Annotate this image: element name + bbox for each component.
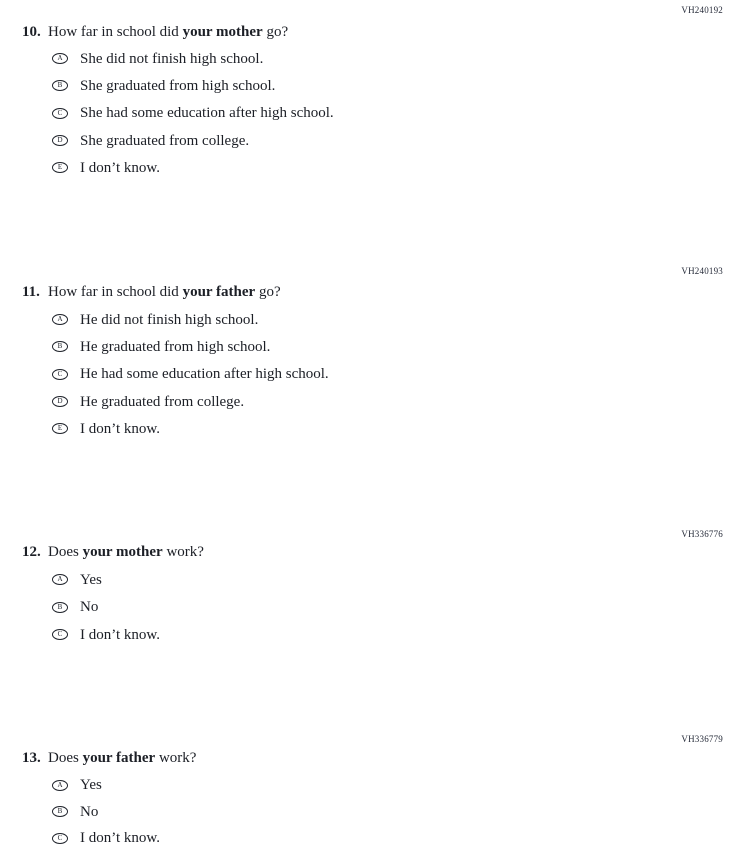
- answer-bubble-icon[interactable]: [52, 135, 68, 146]
- bubble-letter: B: [57, 602, 63, 611]
- option-row[interactable]: [0, 566, 731, 594]
- bubble-letter: A: [57, 575, 63, 584]
- question-text-bold: your mother: [182, 24, 263, 40]
- option-label: She graduated from high school.: [80, 77, 276, 94]
- option-label: Yes: [80, 777, 102, 794]
- option-row[interactable]: [0, 361, 731, 388]
- bubble-letter: C: [57, 108, 63, 117]
- question-text-suffix: go?: [255, 284, 281, 300]
- answer-bubble-icon[interactable]: [52, 780, 68, 791]
- answer-bubble-icon[interactable]: [52, 833, 68, 844]
- option-row[interactable]: [0, 154, 731, 181]
- answer-bubble-icon[interactable]: [52, 53, 68, 64]
- question-number: 10.: [22, 24, 41, 40]
- bubble-letter: D: [57, 136, 63, 145]
- option-label: No: [80, 599, 99, 616]
- question-text-suffix: work?: [155, 750, 197, 766]
- option-label: No: [80, 803, 99, 820]
- answer-bubble-icon[interactable]: [52, 80, 68, 91]
- option-label: He graduated from college.: [80, 393, 245, 410]
- question-text-suffix: go?: [262, 24, 289, 40]
- option-label: He had some education after high school.: [80, 366, 329, 383]
- bubble-letter: B: [57, 342, 63, 351]
- question-text: [48, 23, 288, 41]
- question-text-prefix: Does: [48, 750, 83, 766]
- answer-bubble-icon[interactable]: [52, 806, 68, 817]
- option-label: Yes: [80, 571, 102, 588]
- bubble-letter: C: [57, 630, 63, 639]
- option-row[interactable]: [0, 825, 731, 852]
- bubble-letter: E: [57, 163, 63, 172]
- question-block-11: [0, 266, 731, 442]
- question-text-suffix: work?: [162, 544, 204, 560]
- option-label: She graduated from college.: [80, 132, 250, 149]
- question-text: [48, 749, 196, 767]
- option-row[interactable]: [0, 45, 731, 72]
- answer-bubble-icon[interactable]: [52, 629, 68, 640]
- bubble-letter: C: [57, 833, 63, 842]
- question-text-bold: your father: [182, 284, 256, 300]
- option-label: He graduated from high school.: [80, 338, 271, 355]
- question-header: [0, 543, 731, 561]
- question-header: [0, 749, 731, 767]
- option-row[interactable]: [0, 388, 731, 415]
- bubble-letter: C: [57, 369, 63, 378]
- option-row[interactable]: [0, 594, 731, 622]
- options-list: [0, 772, 731, 852]
- answer-bubble-icon[interactable]: [52, 423, 68, 434]
- bubble-letter: A: [57, 780, 63, 789]
- answer-bubble-icon[interactable]: [52, 574, 68, 585]
- answer-bubble-icon[interactable]: [52, 602, 68, 613]
- answer-bubble-icon[interactable]: [52, 108, 68, 119]
- answer-bubble-icon[interactable]: [52, 341, 68, 352]
- item-code: VH240193: [681, 266, 723, 276]
- question-header: [0, 23, 731, 41]
- item-code: VH240192: [681, 5, 723, 15]
- bubble-letter: B: [57, 807, 63, 816]
- question-block-12: [0, 529, 731, 649]
- item-code: VH336779: [681, 734, 723, 744]
- bubble-letter: E: [57, 424, 63, 433]
- question-text-bold: your mother: [82, 544, 163, 560]
- bubble-letter: B: [57, 81, 63, 90]
- question-number: 13.: [22, 750, 41, 766]
- question-number: 12.: [22, 544, 41, 560]
- option-label: I don’t know.: [80, 830, 160, 847]
- item-code: VH336776: [681, 529, 723, 539]
- question-text-prefix: Does: [48, 544, 83, 560]
- option-label: I don’t know.: [80, 626, 160, 643]
- answer-bubble-icon[interactable]: [52, 369, 68, 380]
- question-block-10: [0, 5, 731, 181]
- answer-bubble-icon[interactable]: [52, 314, 68, 325]
- options-list: [0, 566, 731, 649]
- question-text-prefix: How far in school did: [48, 24, 183, 40]
- option-row[interactable]: [0, 772, 731, 799]
- question-block-13: [0, 734, 731, 852]
- option-label: He did not finish high school.: [80, 311, 259, 328]
- bubble-letter: A: [57, 315, 63, 324]
- options-list: [0, 306, 731, 442]
- question-text-prefix: How far in school did: [48, 284, 183, 300]
- question-text-bold: your father: [82, 750, 156, 766]
- bubble-letter: D: [57, 397, 63, 406]
- answer-bubble-icon[interactable]: [52, 162, 68, 173]
- question-number: 11.: [22, 284, 40, 300]
- question-text: [48, 283, 281, 301]
- option-row[interactable]: [0, 306, 731, 333]
- option-row[interactable]: [0, 127, 731, 154]
- option-label: She had some education after high school.: [80, 105, 334, 122]
- option-row[interactable]: [0, 72, 731, 99]
- option-label: I don’t know.: [80, 420, 160, 437]
- answer-bubble-icon[interactable]: [52, 396, 68, 407]
- option-row[interactable]: [0, 415, 731, 442]
- bubble-letter: A: [57, 54, 63, 63]
- option-row[interactable]: [0, 333, 731, 360]
- option-label: I don’t know.: [80, 159, 160, 176]
- question-text: [48, 543, 204, 561]
- option-label: She did not finish high school.: [80, 50, 264, 67]
- options-list: [0, 45, 731, 181]
- option-row[interactable]: [0, 799, 731, 826]
- question-header: [0, 283, 731, 301]
- option-row[interactable]: [0, 621, 731, 649]
- option-row[interactable]: [0, 100, 731, 127]
